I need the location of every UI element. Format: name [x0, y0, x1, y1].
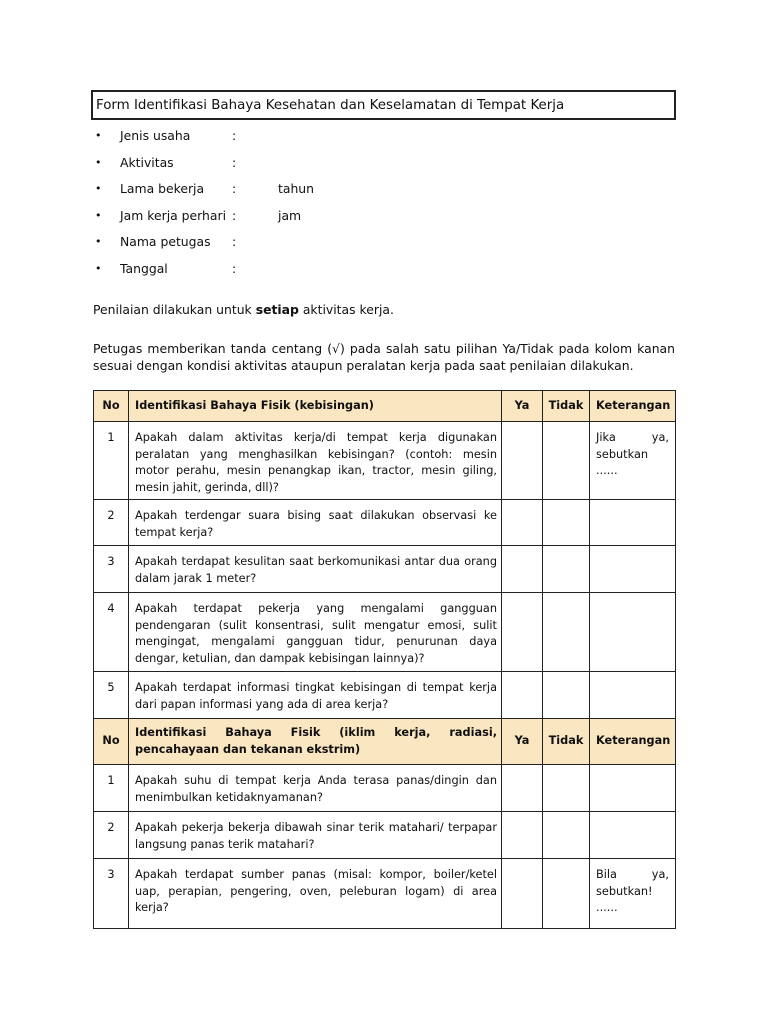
bullet-icon: • [95, 261, 102, 275]
table-row [94, 859, 676, 929]
info-label: Tanggal [120, 260, 168, 276]
tidak-checkbox-cell[interactable] [543, 812, 590, 859]
table-row [94, 546, 676, 593]
tidak-checkbox-cell[interactable] [543, 765, 590, 812]
row-question: Apakah terdapat sumber panas (misal: kompor, boiler/ketel uap, perapian, pengering, oven, peleburan logam) di area kerja? [135, 868, 497, 914]
info-fields [91, 126, 491, 286]
ya-checkbox-cell[interactable] [502, 672, 543, 719]
keterangan-text: ...... [596, 901, 618, 914]
row-question: Apakah terdapat kesulitan saat berkomunikasi antar dua orang dalam jarak 1 meter? [135, 555, 497, 585]
keterangan-cell[interactable] [590, 859, 676, 929]
header-title: Identifikasi Bahaya Fisik (kebisingan) [129, 391, 502, 422]
info-field-nama-petugas [91, 232, 491, 259]
form-title-box [91, 90, 676, 120]
header-tidak: Tidak [543, 391, 590, 422]
row-number: 2 [107, 821, 115, 834]
keterangan-text: ya, [651, 868, 669, 881]
instruction-paragraph-1 [93, 302, 675, 319]
table-row [94, 765, 676, 812]
keterangan-text: ya, [651, 431, 669, 444]
section1-header-row [94, 391, 676, 422]
header-no: No [94, 391, 129, 422]
keterangan-cell[interactable] [590, 593, 676, 672]
keterangan-cell[interactable] [590, 765, 676, 812]
keterangan-text: sebutkan [596, 447, 649, 461]
row-number: 1 [107, 774, 115, 787]
info-colon: : [232, 260, 237, 276]
info-colon: : [232, 128, 237, 143]
row-question: Apakah terdapat informasi tingkat kebisingan di tempat kerja dari papan informasi yang ada di area kerja? [135, 681, 497, 711]
bullet-icon: • [95, 155, 102, 169]
header-keterangan: Keterangan [590, 391, 676, 422]
header-no: No [94, 719, 129, 765]
row-number: 3 [107, 868, 115, 881]
header-ya: Ya [502, 391, 543, 422]
info-label: Aktivitas [120, 154, 174, 170]
form-title: Form Identifikasi Bahaya Kesehatan dan Keselamatan di Tempat Kerja [96, 98, 565, 113]
keterangan-cell[interactable] [590, 546, 676, 593]
ya-checkbox-cell[interactable] [502, 422, 543, 500]
row-question: Apakah terdengar suara bising saat dilakukan observasi ke tempat kerja? [135, 509, 497, 539]
header-tidak: Tidak [543, 719, 590, 765]
row-question: Apakah suhu di tempat kerja Anda terasa panas/dingin dan menimbulkan ketidaknyamanan? [135, 774, 497, 804]
keterangan-text: ...... [596, 464, 618, 477]
tidak-checkbox-cell[interactable] [543, 422, 590, 500]
info-colon: : [232, 207, 237, 223]
row-question: Apakah pekerja bekerja dibawah sinar terik matahari/ terpapar langsung panas terik matahari? [135, 821, 497, 851]
bullet-icon: • [95, 129, 102, 142]
keterangan-text: Bila [596, 868, 617, 881]
info-colon: : [232, 181, 237, 197]
paragraph-bold-text: setiap [255, 302, 299, 317]
tidak-checkbox-cell[interactable] [543, 593, 590, 672]
info-colon: : [232, 154, 237, 170]
bullet-icon: • [95, 208, 102, 222]
row-question: Apakah dalam aktivitas kerja/di tempat kerja digunakan peralatan yang menghasilkan kebisingan? (contoh: mesin motor perahu, mesin penangkap ikan, tractor, mesin giling, mesin jahit, gerinda, dll)? [135, 431, 497, 494]
table-row [94, 422, 676, 500]
section2-header-row [94, 719, 676, 765]
row-number: 2 [107, 509, 115, 522]
row-question: Apakah terdapat pekerja yang mengalami gangguan pendengaran (sulit konsentrasi, sulit mengatur emosi, sulit mengingat, mengalami gangguan tidur, penurunan daya dengar, ketulian, dan dampak kebisingan lainnya)? [135, 602, 497, 665]
ya-checkbox-cell[interactable] [502, 859, 543, 929]
info-label: Jam kerja perhari [120, 207, 227, 223]
info-field-jenis-usaha [91, 126, 491, 153]
info-colon: : [232, 234, 237, 250]
tidak-checkbox-cell[interactable] [543, 859, 590, 929]
row-number: 5 [107, 681, 115, 694]
info-label: Lama bekerja [120, 181, 205, 197]
row-number: 1 [107, 431, 115, 444]
table-row [94, 812, 676, 859]
tidak-checkbox-cell[interactable] [543, 500, 590, 546]
keterangan-cell[interactable] [590, 812, 676, 859]
hazard-checklist-table [93, 390, 676, 929]
header-keterangan: Keterangan [590, 719, 676, 765]
ya-checkbox-cell[interactable] [502, 593, 543, 672]
row-number: 3 [107, 555, 115, 568]
bullet-icon: • [95, 182, 102, 196]
keterangan-cell[interactable] [590, 500, 676, 546]
header-title: Identifikasi Bahaya Fisik (iklim kerja, radiasi, pencahayaan dan tekanan ekstrim) [129, 719, 502, 765]
info-field-aktivitas [91, 153, 491, 180]
header-ya: Ya [502, 719, 543, 765]
ya-checkbox-cell[interactable] [502, 546, 543, 593]
paragraph-text: Penilaian dilakukan untuk [93, 302, 256, 317]
info-field-lama-bekerja [91, 179, 491, 206]
table-row [94, 593, 676, 672]
tidak-checkbox-cell[interactable] [543, 672, 590, 719]
keterangan-text: Jika [596, 431, 616, 444]
table-row [94, 672, 676, 719]
table-row [94, 500, 676, 546]
bullet-icon: • [95, 235, 102, 249]
info-field-tanggal [91, 259, 491, 286]
info-field-jam-kerja [91, 206, 491, 233]
info-unit: jam [278, 207, 302, 223]
row-number: 4 [107, 602, 115, 615]
tidak-checkbox-cell[interactable] [543, 546, 590, 593]
paragraph-text: aktivitas kerja. [298, 302, 394, 317]
ya-checkbox-cell[interactable] [502, 765, 543, 812]
info-label: Jenis usaha [120, 128, 191, 143]
keterangan-cell[interactable] [590, 422, 676, 500]
ya-checkbox-cell[interactable] [502, 500, 543, 546]
ya-checkbox-cell[interactable] [502, 812, 543, 859]
instruction-paragraph-2: Petugas memberikan tanda centang (√) pada salah satu pilihan Ya/Tidak pada kolom kanan sesuai dengan kondisi aktivitas ataupun peralatan kerja pada saat penilaian dilakukan. [93, 341, 675, 373]
info-unit: tahun [278, 181, 315, 197]
keterangan-text: sebutkan! [596, 884, 653, 898]
keterangan-cell[interactable] [590, 672, 676, 719]
info-label: Nama petugas [120, 234, 211, 250]
